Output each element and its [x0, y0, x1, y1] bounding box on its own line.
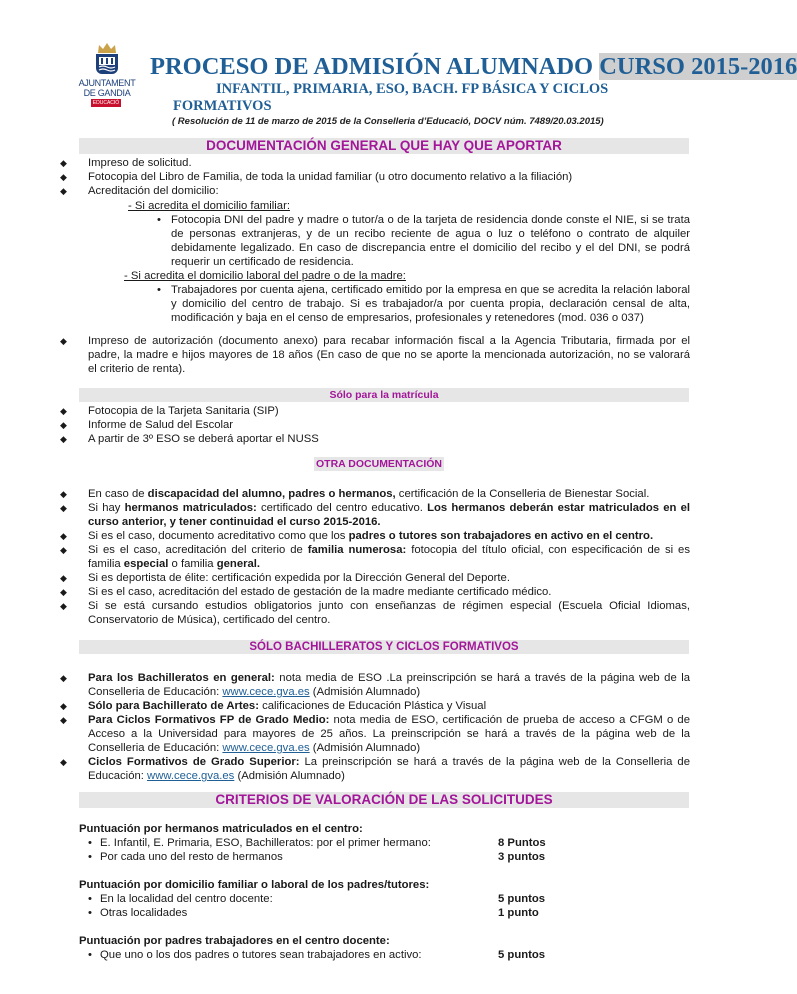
list-item: ◆ Ciclos Formativos de Grado Superior: La preinscripción se hará a través de la página web de la Conselleria de Educación: www.cece.gva.es (Admisión Alumnado) [60, 756, 690, 782]
diamond-bullet-icon: ◆ [60, 601, 67, 611]
diamond-bullet-icon: ◆ [60, 503, 67, 513]
ajuntament-gandia-logo [76, 42, 138, 132]
list-item: ◆ Acreditación del domicilio: [60, 185, 219, 197]
criterio-group-title: Puntuación por padres trabajadores en el centro docente: [79, 935, 390, 947]
points-value: 1 punto [498, 907, 539, 919]
diamond-bullet-icon: ◆ [60, 420, 67, 430]
diamond-bullet-icon: ◆ [60, 545, 67, 555]
list-item: ◆ Si es el caso, acreditación del criterio de familia numerosa: fotocopia del título oficial, con especificación de si es familia especial o familia general. [60, 544, 690, 570]
list-item: ◆ Si hay hermanos matriculados: certificado del centro educativo. Los hermanos deberán estar matriculados en el curso anterior, y tener continuidad el curso 2015-2016. [60, 502, 690, 528]
general-list [60, 156, 690, 198]
familiar-sublist [155, 213, 690, 269]
diamond-bullet-icon: ◆ [60, 531, 67, 541]
logo-badge: EDUCACIÓ [92, 100, 120, 106]
criterio-group-title: Puntuación por hermanos matriculados en el centro: [79, 823, 363, 835]
bullet-icon: • [88, 837, 92, 849]
diamond-bullet-icon: ◆ [60, 673, 67, 683]
diamond-bullet-icon: ◆ [60, 406, 67, 416]
crown-icon [97, 42, 117, 54]
subtitle-line2: FORMATIVOS [173, 98, 272, 114]
list-item: ◆ A partir de 3º ESO se deberá aportar el NUSS [60, 433, 319, 445]
coat-of-arms-icon [96, 54, 118, 74]
subtitle-line1: INFANTIL, PRIMARIA, ESO, BACH. FP BÁSICA Y CICLOS [216, 81, 609, 97]
bullet-icon: • [157, 214, 161, 226]
autorizacion-list [60, 334, 690, 376]
section-heading-matricula: Sólo para la matrícula [79, 388, 689, 402]
diamond-bullet-icon: ◆ [60, 587, 67, 597]
cece-link[interactable]: www.cece.gva.es [222, 686, 310, 698]
diamond-bullet-icon: ◆ [60, 715, 67, 725]
section-heading-bachilleratos: SÓLO BACHILLERATOS Y CICLOS FORMATIVOS [79, 640, 689, 654]
points-value: 5 puntos [498, 949, 546, 961]
list-item: ◆ Para los Bachilleratos en general: nota media de ESO .La preinscripción se hará a través de la página web de la Conselleria de Educación: www.cece.gva.es (Admisión Alumnado) [60, 672, 690, 698]
points-value: 3 puntos [498, 851, 546, 863]
bachilleratos-list [60, 671, 690, 783]
logo-line2: DE GANDIA [83, 88, 131, 98]
points-value: 8 Puntos [498, 837, 546, 849]
list-item: ◆ En caso de discapacidad del alumno, padres o hermanos, certificación de la Conselleria de Bienestar Social. [60, 488, 650, 500]
diamond-bullet-icon: ◆ [60, 757, 67, 767]
list-item: ◆ Sólo para Bachillerato de Artes: calificaciones de Educación Plástica y Visual [60, 700, 487, 712]
matricula-list [60, 404, 690, 446]
list-item: • Fotocopia DNI del padre y madre o tutor/a o de la tarjeta de residencia donde conste el NIE, si se trata de personas extranjeras, y de un recibo reciente de agua o luz o teléfono o contrato de alquiler debidamente legalizado. En caso de discrepancia entre el domicilio del recibo y el del DNI, se podrá requerir un certificado de residencia. [157, 214, 690, 268]
cece-link[interactable]: www.cece.gva.es [147, 770, 235, 782]
list-item: ◆ Fotocopia del Libro de Familia, de toda la unidad familiar (u otro documento relativo a la filiación) [60, 171, 573, 183]
section-heading-otra: OTRA DOCUMENTACIÓN [316, 458, 442, 470]
diamond-bullet-icon: ◆ [60, 573, 67, 583]
bullet-icon: • [88, 949, 92, 961]
familiar-subheading: - Si acredita el domicilio familiar: [128, 200, 290, 212]
laboral-sublist [155, 283, 690, 325]
laboral-subheading: - Si acredita el domicilio laboral del padre o de la madre: [124, 270, 406, 282]
section-heading-general: DOCUMENTACIÓN GENERAL QUE HAY QUE APORTAR [79, 138, 689, 154]
bullet-icon: • [88, 851, 92, 863]
page-title [150, 52, 797, 82]
bullet-icon: • [88, 893, 92, 905]
points-value: 5 puntos [498, 893, 546, 905]
title-main: PROCESO DE ADMISIÓN ALUMNADO [150, 53, 600, 80]
diamond-bullet-icon: ◆ [60, 434, 67, 444]
list-item: ◆ Si es deportista de élite: certificación expedida por la Dirección General del Deporte. [60, 572, 510, 584]
logo-line1: AJUNTAMENT [78, 78, 136, 88]
cece-link[interactable]: www.cece.gva.es [222, 742, 310, 754]
list-item: ◆ Impreso de autorización (documento anexo) para recabar información fiscal a la Agencia Tributaria, firmada por el padre, la madre e hijos mayores de 18 años (En caso de que no se aporte la mencionada autorización, no se valorará el criterio de renta). [60, 335, 690, 375]
section-heading-criterios: CRITERIOS DE VALORACIÓN DE LAS SOLICITUDES [79, 792, 689, 808]
diamond-bullet-icon: ◆ [60, 186, 67, 196]
diamond-bullet-icon: ◆ [60, 701, 67, 711]
list-item: ◆ Si es el caso, documento acreditativo como que los padres o tutores son trabajadores en activo en el centro. [60, 530, 654, 542]
list-item: ◆ Impreso de solicitud. [60, 157, 192, 169]
diamond-bullet-icon: ◆ [60, 489, 67, 499]
diamond-bullet-icon: ◆ [60, 172, 67, 182]
title-course-highlight: CURSO 2015-2016 [599, 53, 797, 80]
list-item: ◆ Informe de Salud del Escolar [60, 419, 234, 431]
diamond-bullet-icon: ◆ [60, 158, 67, 168]
otra-list [60, 487, 690, 627]
list-item: ◆ Si es el caso, acreditación del estado de gestación de la madre mediante certificado médico. [60, 586, 552, 598]
criterio-group-title: Puntuación por domicilio familiar o laboral de los padres/tutores: [79, 879, 430, 891]
list-item: ◆ Fotocopia de la Tarjeta Sanitaria (SIP) [60, 405, 279, 417]
resolution-reference: ( Resolución de 11 de marzo de 2015 de la Conselleria d’Educació, DOCV núm. 7489/20.03.2015) [172, 116, 604, 127]
list-item: ◆ Si se está cursando estudios obligatorios junto con enseñanzas de régimen especial (Escuela Oficial Idiomas, Conservatorio de Música), certificado del centro. [60, 600, 690, 626]
list-item: ◆ Para Ciclos Formativos FP de Grado Medio: nota media de ESO, certificación de prueba de acceso a CFGM o de Acceso a la Universidad para mayores de 25 años. La preinscripción se hará a través de la página web de la Conselleria de Educación: www.cece.gva.es (Admisión Alumnado) [60, 714, 690, 754]
bullet-icon: • [157, 284, 161, 296]
bullet-icon: • [88, 907, 92, 919]
list-item: • Trabajadores por cuenta ajena, certificado emitido por la empresa en que se acredita la relación laboral y domicilio del centro de trabajo. Si es trabajador/a por cuenta propia, declaración censal de alta, modificación y baja en el censo de empresarios, profesionales y retenedores (mod. 036 o 037) [157, 284, 690, 324]
diamond-bullet-icon: ◆ [60, 336, 67, 346]
